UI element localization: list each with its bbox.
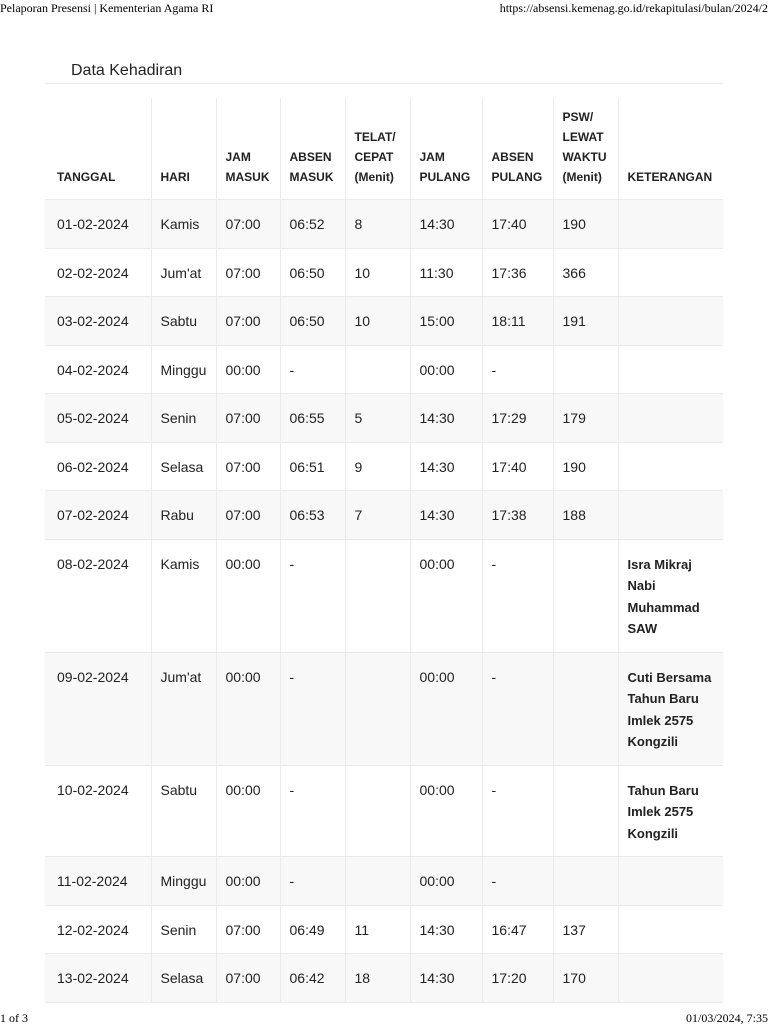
- cell-telat: [345, 765, 410, 857]
- cell-jam-masuk: 00:00: [216, 857, 280, 906]
- cell-keterangan: [618, 442, 723, 491]
- header-telat-cepat: TELAT/ CEPAT (Menit): [345, 91, 410, 200]
- table-row: [45, 442, 723, 491]
- cell-hari: Rabu: [151, 491, 216, 540]
- cell-jam-masuk: 07:00: [216, 442, 280, 491]
- cell-hari: Jum'at: [151, 248, 216, 297]
- cell-absen-masuk: 06:50: [280, 297, 345, 346]
- cell-absen-masuk: -: [280, 652, 345, 765]
- cell-telat: 10: [345, 248, 410, 297]
- attendance-table-container: [45, 83, 723, 1003]
- cell-psw: 366: [553, 248, 618, 297]
- print-footer-datetime: 01/03/2024, 7:35: [685, 1011, 768, 1025]
- cell-jam-pulang: 14:30: [410, 905, 482, 954]
- print-header-title: Pelaporan Presensi | Kementerian Agama RI: [0, 1, 214, 15]
- cell-telat: [345, 345, 410, 394]
- cell-jam-pulang: 14:30: [410, 394, 482, 443]
- cell-jam-masuk: 00:00: [216, 345, 280, 394]
- cell-keterangan: [618, 491, 723, 540]
- attendance-table: [45, 84, 723, 1003]
- cell-hari: Minggu: [151, 345, 216, 394]
- cell-absen-pulang: -: [482, 857, 553, 906]
- cell-keterangan: [618, 248, 723, 297]
- cell-absen-masuk: 06:51: [280, 442, 345, 491]
- cell-keterangan: [618, 857, 723, 906]
- cell-hari: Selasa: [151, 442, 216, 491]
- cell-hari: Jum'at: [151, 652, 216, 765]
- cell-keterangan: Tahun Baru Imlek 2575 Kongzili: [618, 765, 723, 857]
- cell-tanggal: 12-02-2024: [45, 905, 151, 954]
- cell-jam-pulang: 00:00: [410, 539, 482, 652]
- cell-psw: [553, 652, 618, 765]
- cell-jam-masuk: 00:00: [216, 539, 280, 652]
- cell-jam-pulang: 15:00: [410, 297, 482, 346]
- cell-keterangan: [618, 345, 723, 394]
- cell-telat: 8: [345, 200, 410, 249]
- table-row: [45, 394, 723, 443]
- cell-tanggal: 10-02-2024: [45, 765, 151, 857]
- table-row: [45, 857, 723, 906]
- cell-psw: 170: [553, 954, 618, 1003]
- table-row: [45, 905, 723, 954]
- cell-absen-masuk: -: [280, 765, 345, 857]
- table-row: [45, 491, 723, 540]
- cell-jam-masuk: 07:00: [216, 394, 280, 443]
- header-jam-pulang: JAM PULANG: [410, 91, 482, 200]
- cell-telat: [345, 652, 410, 765]
- header-psw-lewat-waktu: PSW/ LEWAT WAKTU (Menit): [553, 91, 618, 200]
- table-row: [45, 248, 723, 297]
- cell-jam-pulang: 00:00: [410, 765, 482, 857]
- cell-absen-pulang: 17:29: [482, 394, 553, 443]
- cell-absen-masuk: 06:49: [280, 905, 345, 954]
- cell-jam-pulang: 14:30: [410, 954, 482, 1003]
- cell-keterangan: Isra Mikraj Nabi Muhammad SAW: [618, 539, 723, 652]
- table-row: [45, 765, 723, 857]
- cell-keterangan: [618, 200, 723, 249]
- cell-telat: 5: [345, 394, 410, 443]
- cell-jam-pulang: 00:00: [410, 652, 482, 765]
- cell-absen-masuk: 06:50: [280, 248, 345, 297]
- cell-tanggal: 01-02-2024: [45, 200, 151, 249]
- cell-tanggal: 07-02-2024: [45, 491, 151, 540]
- cell-jam-pulang: 14:30: [410, 442, 482, 491]
- cell-keterangan: [618, 954, 723, 1003]
- print-footer-page-number: 1 of 3: [0, 1011, 28, 1025]
- cell-jam-masuk: 00:00: [216, 652, 280, 765]
- cell-jam-masuk: 07:00: [216, 954, 280, 1003]
- cell-jam-pulang: 14:30: [410, 200, 482, 249]
- cell-absen-masuk: 06:53: [280, 491, 345, 540]
- table-body: [45, 200, 723, 1003]
- cell-jam-masuk: 07:00: [216, 248, 280, 297]
- table-header-row: [45, 91, 723, 200]
- cell-hari: Minggu: [151, 857, 216, 906]
- cell-absen-masuk: -: [280, 345, 345, 394]
- cell-jam-masuk: 07:00: [216, 200, 280, 249]
- table-row: [45, 200, 723, 249]
- cell-psw: 179: [553, 394, 618, 443]
- cell-telat: [345, 539, 410, 652]
- cell-hari: Kamis: [151, 200, 216, 249]
- cell-psw: 137: [553, 905, 618, 954]
- cell-absen-masuk: 06:55: [280, 394, 345, 443]
- header-absen-masuk: ABSEN MASUK: [280, 91, 345, 200]
- cell-tanggal: 08-02-2024: [45, 539, 151, 652]
- cell-telat: 11: [345, 905, 410, 954]
- cell-telat: 7: [345, 491, 410, 540]
- cell-telat: 9: [345, 442, 410, 491]
- cell-jam-pulang: 00:00: [410, 857, 482, 906]
- cell-jam-masuk: 07:00: [216, 905, 280, 954]
- cell-psw: [553, 539, 618, 652]
- cell-tanggal: 09-02-2024: [45, 652, 151, 765]
- cell-absen-pulang: -: [482, 345, 553, 394]
- table-row: [45, 539, 723, 652]
- cell-tanggal: 11-02-2024: [45, 857, 151, 906]
- cell-psw: [553, 857, 618, 906]
- cell-absen-pulang: 17:20: [482, 954, 553, 1003]
- cell-jam-pulang: 00:00: [410, 345, 482, 394]
- cell-psw: 190: [553, 442, 618, 491]
- cell-keterangan: Cuti Bersama Tahun Baru Imlek 2575 Kongzili: [618, 652, 723, 765]
- cell-absen-masuk: -: [280, 857, 345, 906]
- card-title: Data Kehadiran: [71, 62, 183, 79]
- cell-keterangan: [618, 905, 723, 954]
- table-row: [45, 297, 723, 346]
- cell-psw: 191: [553, 297, 618, 346]
- cell-absen-masuk: -: [280, 539, 345, 652]
- cell-jam-masuk: 07:00: [216, 297, 280, 346]
- cell-absen-pulang: 17:40: [482, 200, 553, 249]
- print-header-url: https://absensi.kemenag.go.id/rekapitulasi/bulan/2024/2: [499, 1, 768, 15]
- cell-psw: [553, 345, 618, 394]
- cell-absen-masuk: 06:42: [280, 954, 345, 1003]
- cell-tanggal: 06-02-2024: [45, 442, 151, 491]
- cell-hari: Sabtu: [151, 765, 216, 857]
- cell-telat: [345, 857, 410, 906]
- cell-telat: 18: [345, 954, 410, 1003]
- cell-keterangan: [618, 297, 723, 346]
- cell-absen-pulang: 17:38: [482, 491, 553, 540]
- cell-absen-masuk: 06:52: [280, 200, 345, 249]
- header-hari: HARI: [151, 91, 216, 200]
- table-row: [45, 954, 723, 1003]
- cell-hari: Kamis: [151, 539, 216, 652]
- cell-hari: Selasa: [151, 954, 216, 1003]
- header-jam-masuk: JAM MASUK: [216, 91, 280, 200]
- cell-tanggal: 03-02-2024: [45, 297, 151, 346]
- cell-hari: Sabtu: [151, 297, 216, 346]
- cell-tanggal: 05-02-2024: [45, 394, 151, 443]
- cell-psw: 190: [553, 200, 618, 249]
- cell-jam-masuk: 07:00: [216, 491, 280, 540]
- cell-hari: Senin: [151, 394, 216, 443]
- cell-absen-pulang: 18:11: [482, 297, 553, 346]
- cell-hari: Senin: [151, 905, 216, 954]
- cell-absen-pulang: -: [482, 765, 553, 857]
- cell-absen-pulang: -: [482, 539, 553, 652]
- cell-tanggal: 02-02-2024: [45, 248, 151, 297]
- cell-absen-pulang: -: [482, 652, 553, 765]
- header-absen-pulang: ABSEN PULANG: [482, 91, 553, 200]
- cell-absen-pulang: 17:36: [482, 248, 553, 297]
- table-row: [45, 345, 723, 394]
- cell-absen-pulang: 17:40: [482, 442, 553, 491]
- cell-jam-pulang: 14:30: [410, 491, 482, 540]
- cell-telat: 10: [345, 297, 410, 346]
- cell-psw: [553, 765, 618, 857]
- cell-keterangan: [618, 394, 723, 443]
- cell-jam-masuk: 00:00: [216, 765, 280, 857]
- cell-tanggal: 13-02-2024: [45, 954, 151, 1003]
- table-row: [45, 652, 723, 765]
- cell-absen-pulang: 16:47: [482, 905, 553, 954]
- cell-jam-pulang: 11:30: [410, 248, 482, 297]
- header-tanggal: TANGGAL: [45, 91, 151, 200]
- cell-psw: 188: [553, 491, 618, 540]
- header-keterangan: KETERANGAN: [618, 91, 723, 200]
- cell-tanggal: 04-02-2024: [45, 345, 151, 394]
